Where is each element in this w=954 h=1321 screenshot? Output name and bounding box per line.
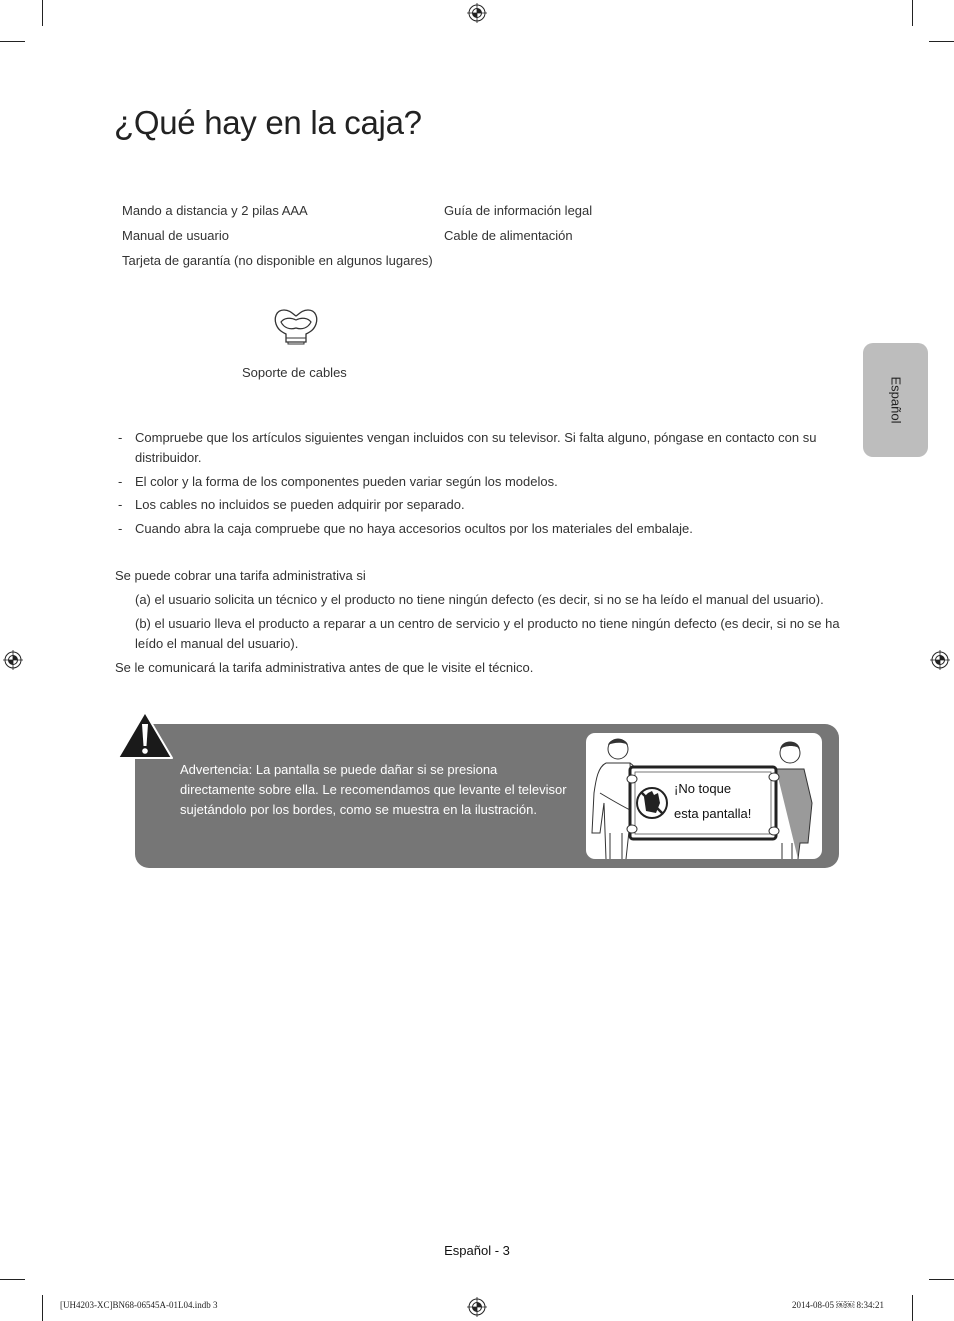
side-tab-label: Español [888,376,903,424]
notes-list [118,428,838,542]
list-item: Mando a distancia y 2 pilas AAA [122,203,308,218]
warning-box [135,724,839,868]
crop-mark [0,1279,25,1280]
warning-triangle-icon [116,710,174,760]
warning-illustration [586,733,822,859]
crop-mark [929,41,954,42]
people-holding-tv-illustration [586,733,822,859]
illustration-caption-line1: ¡No toque [674,781,732,796]
crop-mark [912,0,913,26]
crop-mark [42,1295,43,1321]
registration-mark-icon [467,3,487,23]
fee-intro: Se puede cobrar una tarifa administrativa si [115,568,366,583]
warning-text [180,760,570,820]
list-item: Guía de información legal [444,203,593,218]
page-number: Español - 3 [444,1243,510,1258]
warning-label: Advertencia [180,762,249,777]
cable-holder-label: Soporte de cables [242,365,347,380]
language-side-tab [863,343,928,457]
list-item: - Cuando abra la caja compruebe que no haya accesorios ocultos por los materiales del embalaje. [118,519,838,539]
crop-mark [929,1279,954,1280]
crop-mark [42,0,43,26]
registration-mark-icon [930,650,950,670]
page-title: ¿Qué hay en la caja? [114,104,422,141]
imprint-file: [UH4203-XC]BN68-06545A-01L04.indb 3 [60,1300,218,1310]
list-item: - Los cables no incluidos se pueden adquirir por separado. [118,495,838,515]
crop-mark [0,41,25,42]
warning-body: : La pantalla se puede dañar si se presiona directamente sobre ella. Le recomendamos que levante el televisor sujetándolo por los bordes, como se muestra en la ilustración. [180,762,567,817]
registration-mark-icon [467,1297,487,1317]
list-item: - El color y la forma de los componentes pueden variar según los modelos. [118,472,838,492]
imprint-date: 2014-08-05 ￼￼ 8:34:21 [792,1300,884,1310]
fee-condition-b: (b) el usuario lleva el producto a reparar a un centro de servicio y el producto no tiene ningún defecto (es decir, si no se ha leído el manual del usuario). [135,616,840,651]
registration-mark-icon [3,650,23,670]
crop-mark [912,1295,913,1321]
list-item: Manual de usuario [122,228,229,243]
list-item: Cable de alimentación [444,228,573,243]
illustration-caption-line2: esta pantalla! [674,806,752,821]
list-item: Tarjeta de garantía (no disponible en algunos lugares) [122,253,433,268]
fee-condition-a: (a) el usuario solicita un técnico y el producto no tiene ningún defecto (es decir, si no se ha leído el manual del usuario). [135,592,824,607]
list-item: - Compruebe que los artículos siguientes vengan incluidos con su televisor. Si falta alguno, póngase en contacto con su distribuidor. [118,428,838,468]
fee-outro: Se le comunicará la tarifa administrativa antes de que le visite el técnico. [115,660,534,675]
cable-holder-icon [272,304,320,348]
